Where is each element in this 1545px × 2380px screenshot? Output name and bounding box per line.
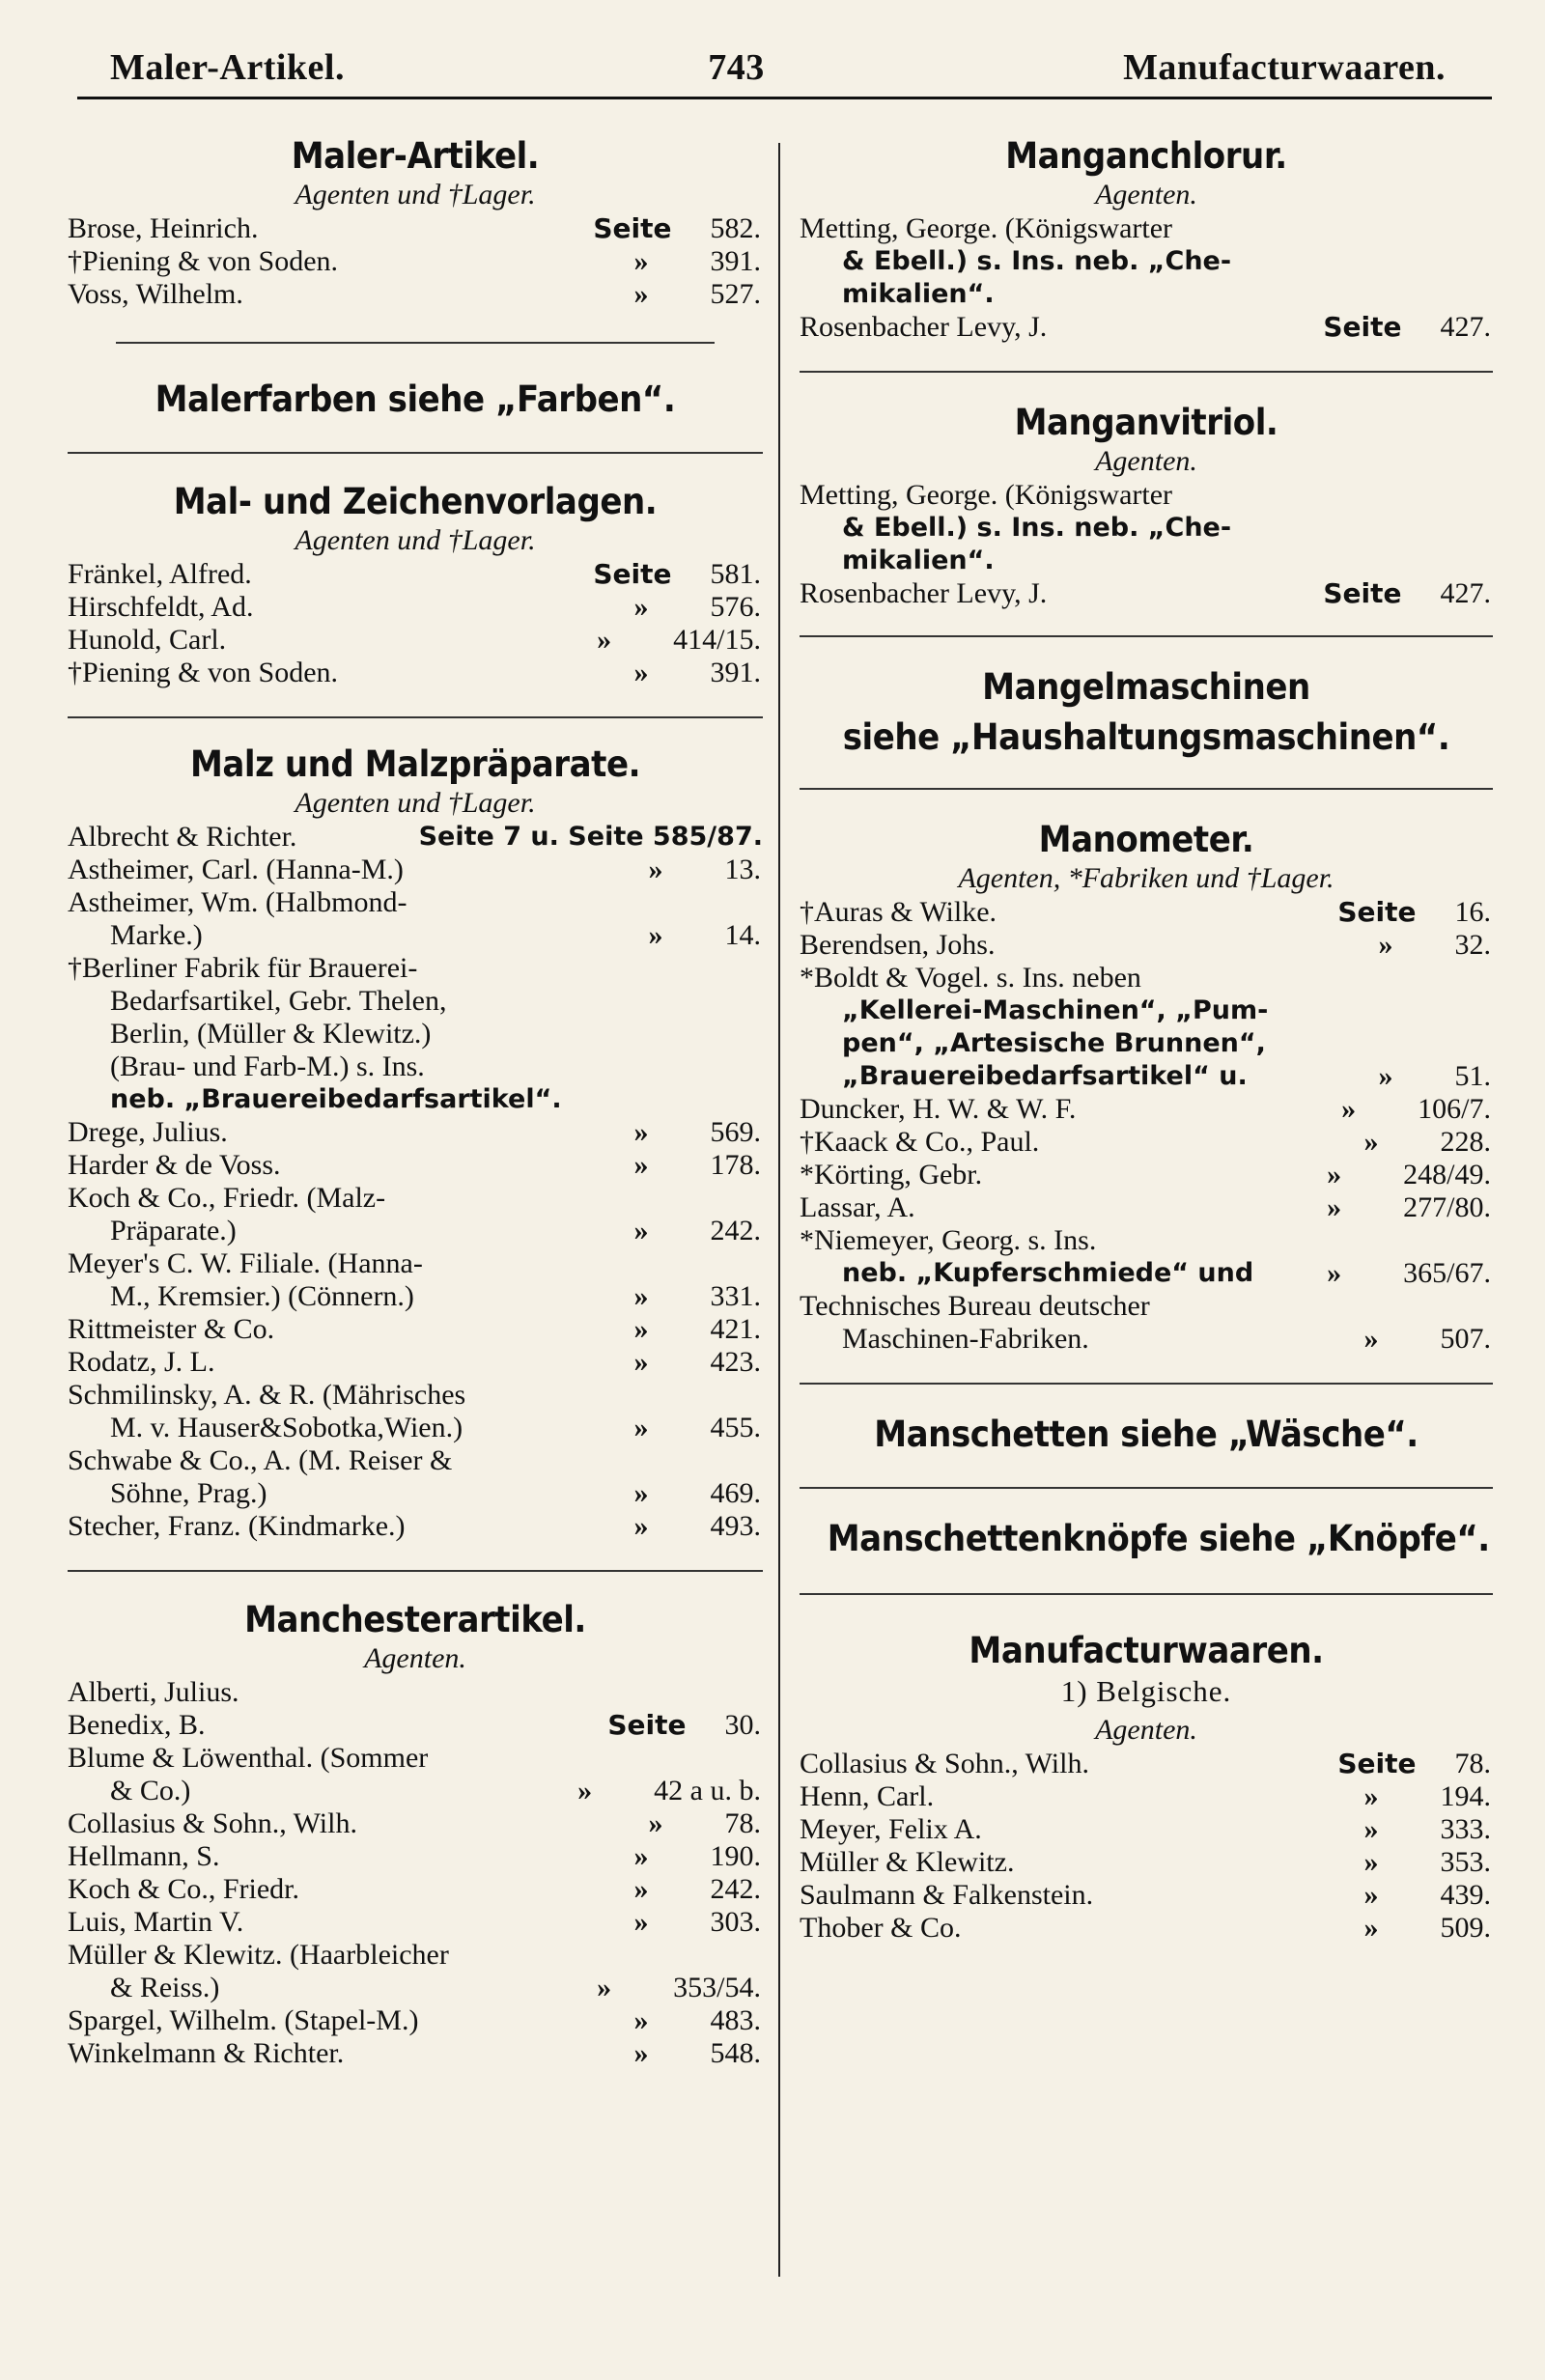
firm-name: Metting, George. (Königswarter — [800, 212, 1173, 244]
list-item — [68, 212, 763, 245]
section-title: Manganchlorur. — [1005, 135, 1287, 177]
firm-name: Collasius & Sohn., Wilh. — [800, 1748, 1089, 1779]
list-item — [68, 1906, 763, 1939]
ditto-mark: » — [648, 919, 663, 951]
section-title: Manschetten siehe „Wäsche“. — [874, 1414, 1419, 1455]
ditto-mark: » — [1341, 1093, 1357, 1125]
section-divider — [800, 1593, 1493, 1595]
page-ref: 14. — [724, 919, 761, 951]
section-subtitle: Agenten und †Lager. — [295, 179, 536, 210]
page-ref: 277/80. — [1403, 1191, 1491, 1223]
section-divider — [116, 342, 715, 344]
page-ref: 493. — [710, 1510, 761, 1542]
firm-name: Koch & Co., Friedr. (Malz- — [68, 1182, 386, 1214]
column-divider — [778, 143, 780, 2277]
section-divider — [800, 1487, 1493, 1489]
ditto-mark: » — [1363, 1780, 1379, 1812]
page-ref: 32. — [1454, 929, 1491, 961]
firm-name: Stecher, Franz. (Kindmarke.) — [68, 1510, 406, 1542]
insert-reference: „Brauereibedarfsartikel“ u. — [842, 1061, 1248, 1091]
list-item — [68, 1840, 763, 1873]
section-manschettenknoepfe — [800, 1518, 1493, 1560]
firm-name-cont: Marke.) — [110, 919, 203, 951]
list-item — [68, 1807, 763, 1840]
ditto-mark: » — [1327, 1159, 1342, 1190]
seite-label: Seite — [1323, 577, 1402, 609]
page-ref: 421. — [710, 1313, 761, 1345]
page-ref: 242. — [710, 1215, 761, 1246]
ditto-mark: » — [1327, 1191, 1342, 1223]
firm-name-cont: Maschinen-Fabriken. — [842, 1323, 1089, 1355]
firm-name: Collasius & Sohn., Wilh. — [68, 1807, 357, 1839]
insert-reference: pen“, „Artesische Brunnen“, — [842, 1028, 1266, 1058]
firm-name: Henn, Carl. — [800, 1780, 935, 1812]
firm-name: Benedix, B. — [68, 1709, 206, 1741]
list-item — [68, 1182, 763, 1247]
page-ref: 13. — [724, 854, 761, 885]
firm-name: Alberti, Julius. — [68, 1676, 239, 1708]
list-item — [800, 1912, 1493, 1945]
list-item — [800, 1748, 1493, 1780]
page-ref: 548. — [710, 2037, 761, 2069]
page-ref: 483. — [710, 2004, 761, 2036]
section-title: Manometer. — [1038, 819, 1254, 860]
page-ref: 581. — [710, 558, 761, 590]
ditto-mark: » — [633, 278, 649, 310]
ditto-mark: » — [597, 624, 612, 656]
seite-label: Seite — [593, 212, 672, 244]
section-subtitle: Agenten und †Lager. — [295, 524, 536, 556]
ditto-mark: » — [633, 1840, 649, 1872]
insert-reference: & Ebell.) s. Ins. neb. „Che- — [842, 513, 1232, 543]
page-ref: 427. — [1440, 577, 1491, 609]
page-ref: 569. — [710, 1116, 761, 1148]
section-manometer — [800, 819, 1493, 1356]
list-item — [68, 1247, 763, 1313]
firm-name: Hellmann, S. — [68, 1840, 220, 1872]
page-ref: 455. — [710, 1412, 761, 1443]
ditto-mark: » — [633, 1215, 649, 1246]
ditto-mark: » — [633, 1906, 649, 1938]
section-title: Maler-Artikel. — [291, 135, 540, 177]
page-ref: 423. — [710, 1346, 761, 1378]
page-ref: 242. — [710, 1873, 761, 1905]
section-manganvitriol — [800, 402, 1493, 610]
page-ref: 106/7. — [1418, 1093, 1491, 1125]
firm-name: †Piening & von Soden. — [68, 245, 339, 277]
firm-name: Müller & Klewitz. — [800, 1846, 1015, 1878]
seite-label: Seite — [1323, 311, 1402, 343]
section-manchesterartikel — [68, 1599, 763, 2070]
section-title: Mal- und Zeichenvorlagen. — [173, 481, 658, 522]
list-item — [800, 962, 1493, 1093]
ditto-mark: » — [1327, 1257, 1342, 1289]
firm-name: Harder & de Voss. — [68, 1149, 281, 1181]
ditto-mark: » — [633, 2004, 649, 2036]
firm-name: Blume & Löwenthal. (Sommer — [68, 1742, 429, 1774]
ditto-mark: » — [1378, 929, 1393, 961]
firm-name: Winkelmann & Richter. — [68, 2037, 345, 2069]
ditto-mark: » — [597, 1972, 612, 2003]
firm-name: Thober & Co. — [800, 1912, 962, 1944]
list-item — [68, 1444, 763, 1510]
list-item — [800, 479, 1493, 577]
section-divider — [68, 452, 763, 454]
insert-reference: neb. „Kupferschmiede“ und — [842, 1258, 1254, 1288]
list-item — [68, 1346, 763, 1379]
list-item — [68, 1510, 763, 1543]
seite-label: Seite — [1337, 1748, 1417, 1779]
header-left-keyword: Maler-Artikel. — [110, 47, 345, 88]
firm-name: Metting, George. (Königswarter — [800, 479, 1173, 511]
list-item — [68, 1873, 763, 1906]
firm-name: Luis, Martin V. — [68, 1906, 244, 1938]
subsection-label: 1) Belgische. — [1060, 1674, 1232, 1708]
insert-reference: „Kellerei-Maschinen“, „Pum- — [842, 995, 1269, 1025]
page-ref: 414/15. — [673, 624, 761, 656]
section-title: Mangelmaschinen — [982, 666, 1310, 708]
ditto-mark: » — [1363, 1846, 1379, 1878]
page-ref: 190. — [710, 1840, 761, 1872]
section-subtitle: Agenten. — [1095, 1714, 1197, 1746]
firm-name: Technisches Bureau deutscher — [800, 1290, 1150, 1322]
insert-reference: & Ebell.) s. Ins. neb. „Che- — [842, 246, 1232, 276]
ditto-mark: » — [1363, 1912, 1379, 1944]
firm-name: Hirschfeldt, Ad. — [68, 591, 254, 623]
list-item — [68, 1939, 763, 2004]
list-item — [68, 591, 763, 624]
ditto-mark: » — [1378, 1060, 1393, 1092]
page-ref: 42 a u. b. — [654, 1775, 761, 1806]
list-item — [800, 1780, 1493, 1813]
ditto-mark: » — [648, 854, 663, 885]
page-ref: 469. — [710, 1477, 761, 1509]
section-subtitle: Agenten. — [1095, 445, 1197, 477]
section-title-cont: siehe „Haushaltungsmaschinen“. — [842, 716, 1450, 758]
list-item — [800, 896, 1493, 929]
section-divider — [68, 716, 763, 718]
list-item — [800, 212, 1493, 311]
left-column — [68, 135, 763, 2070]
list-item — [68, 952, 763, 1116]
list-item — [68, 886, 763, 952]
running-header — [77, 42, 1492, 99]
firm-name-cont: (Brau- und Farb-M.) s. Ins. — [110, 1050, 425, 1082]
insert-reference: mikalien“. — [842, 279, 995, 309]
firm-name: Meyer's C. W. Filiale. (Hanna- — [68, 1247, 423, 1279]
firm-name: Astheimer, Carl. (Hanna-M.) — [68, 854, 404, 885]
ditto-mark: » — [633, 1280, 649, 1312]
header-right-keyword: Manufacturwaaren. — [1123, 47, 1446, 88]
ditto-mark: » — [1363, 1323, 1379, 1355]
list-item — [800, 1126, 1493, 1159]
page-ref: 331. — [710, 1280, 761, 1312]
list-item — [68, 821, 763, 854]
ditto-mark: » — [633, 245, 649, 277]
section-title: Manganvitriol. — [1014, 402, 1278, 443]
firm-name: Schmilinsky, A. & R. (Mährisches — [68, 1379, 466, 1411]
firm-name: Berendsen, Johs. — [800, 929, 996, 961]
firm-name: †Kaack & Co., Paul. — [800, 1126, 1040, 1158]
list-item — [68, 1379, 763, 1444]
ditto-mark: » — [633, 1477, 649, 1509]
firm-name: Astheimer, Wm. (Halbmond- — [68, 886, 407, 918]
seite-label: Seite — [607, 1709, 687, 1741]
insert-reference: neb. „Brauereibedarfsartikel“. — [110, 1084, 562, 1114]
section-title: Malerfarben siehe „Farben“. — [154, 378, 676, 420]
page-ref: 228. — [1440, 1126, 1491, 1158]
ditto-mark: » — [633, 1313, 649, 1345]
section-divider — [68, 1570, 763, 1572]
firm-name: Koch & Co., Friedr. — [68, 1873, 299, 1905]
list-item — [68, 1742, 763, 1807]
section-title: Manschettenknöpfe siehe „Knöpfe“. — [827, 1518, 1490, 1559]
page-ref: 353/54. — [673, 1972, 761, 2003]
firm-name: Hunold, Carl. — [68, 624, 227, 656]
section-divider — [800, 788, 1493, 790]
section-divider — [800, 371, 1493, 373]
page-ref: 576. — [710, 591, 761, 623]
firm-name: Albrecht & Richter. — [68, 821, 297, 853]
ditto-mark: » — [633, 591, 649, 623]
section-title: Malz und Malzpräparate. — [189, 743, 641, 785]
ditto-mark: » — [633, 1346, 649, 1378]
section-manganchlorur — [800, 135, 1493, 344]
firm-name: Meyer, Felix A. — [800, 1813, 982, 1845]
ditto-mark: » — [633, 1412, 649, 1443]
ditto-mark: » — [633, 1116, 649, 1148]
firm-name: Voss, Wilhelm. — [68, 278, 243, 310]
list-item — [68, 1709, 763, 1742]
page-ref: 527. — [710, 278, 761, 310]
page-ref: 178. — [710, 1149, 761, 1181]
section-mal-und-zeichenvorlagen — [68, 481, 763, 689]
firm-name: Lassar, A. — [800, 1191, 915, 1223]
list-item — [68, 1676, 763, 1709]
section-manschetten — [800, 1414, 1493, 1456]
seite-label: Seite — [1337, 896, 1417, 928]
list-item — [68, 854, 763, 886]
list-item — [800, 1879, 1493, 1912]
seite-label: Seite — [593, 558, 672, 590]
firm-name-cont: Bedarfsartikel, Gebr. Thelen, — [110, 985, 447, 1017]
firm-name-cont: Präparate.) — [110, 1215, 237, 1246]
list-item — [68, 2037, 763, 2070]
firm-name: Spargel, Wilhelm. (Stapel-M.) — [68, 2004, 419, 2036]
section-subtitle: Agenten. — [1095, 179, 1197, 210]
ditto-mark: » — [577, 1775, 593, 1806]
page-ref: Seite 7 u. Seite 585/87. — [418, 822, 763, 852]
page-ref: 30. — [724, 1709, 761, 1741]
list-item — [800, 577, 1493, 610]
page-ref: 582. — [710, 212, 761, 244]
page-ref: 333. — [1440, 1813, 1491, 1845]
firm-name: Schwabe & Co., A. (M. Reiser & — [68, 1444, 453, 1476]
firm-name: Rosenbacher Levy, J. — [800, 311, 1048, 343]
firm-name: *Boldt & Vogel. s. Ins. neben — [800, 962, 1141, 994]
list-item — [68, 1116, 763, 1149]
list-item — [800, 1224, 1493, 1290]
firm-name: Brose, Heinrich. — [68, 212, 259, 244]
firm-name: *Körting, Gebr. — [800, 1159, 983, 1190]
ditto-mark: » — [1363, 1126, 1379, 1158]
firm-name-cont: M. v. Hauser&Sobotka,Wien.) — [110, 1412, 464, 1443]
section-divider — [800, 635, 1493, 637]
section-subtitle: Agenten und †Lager. — [295, 787, 536, 819]
firm-name: Drege, Julius. — [68, 1116, 228, 1148]
section-subtitle: Agenten. — [364, 1642, 466, 1674]
list-item — [800, 311, 1493, 344]
list-item — [68, 2004, 763, 2037]
section-title: Manchesterartikel. — [244, 1599, 586, 1640]
ditto-mark: » — [633, 2037, 649, 2069]
firm-name: Rodatz, J. L. — [68, 1346, 215, 1378]
firm-name: †Piening & von Soden. — [68, 657, 339, 688]
ditto-mark: » — [633, 1149, 649, 1181]
section-mangelmaschinen — [800, 666, 1493, 759]
ditto-mark: » — [633, 657, 649, 688]
list-item — [68, 278, 763, 311]
page-ref: 303. — [710, 1906, 761, 1938]
section-subtitle: Agenten, *Fabriken und †Lager. — [958, 862, 1334, 894]
firm-name: *Niemeyer, Georg. s. Ins. — [800, 1224, 1097, 1256]
section-malerfarben — [68, 378, 763, 421]
list-item — [68, 1313, 763, 1346]
page-ref: 78. — [724, 1807, 761, 1839]
firm-name: Rittmeister & Co. — [68, 1313, 275, 1345]
page-ref: 248/49. — [1403, 1159, 1491, 1190]
list-item — [800, 1290, 1493, 1356]
section-manufacturwaaren — [800, 1630, 1493, 1945]
page-ref: 78. — [1454, 1748, 1491, 1779]
page-ref: 16. — [1454, 896, 1491, 928]
firm-name-cont: M., Kremsier.) (Cönnern.) — [110, 1280, 414, 1312]
right-column — [800, 135, 1493, 1945]
list-item — [800, 1093, 1493, 1126]
section-maler-artikel — [68, 135, 763, 311]
list-item — [68, 245, 763, 278]
list-item — [68, 1149, 763, 1182]
page-ref: 194. — [1440, 1780, 1491, 1812]
firm-name-cont: Berlin, (Müller & Klewitz.) — [110, 1018, 432, 1050]
list-item — [68, 657, 763, 689]
page-ref: 353. — [1440, 1846, 1491, 1878]
list-item — [800, 1813, 1493, 1846]
page-number: 743 — [708, 47, 765, 88]
page-ref: 391. — [710, 245, 761, 277]
page-ref: 51. — [1454, 1060, 1491, 1092]
firm-name-cont: Söhne, Prag.) — [110, 1477, 267, 1509]
insert-reference: mikalien“. — [842, 546, 995, 575]
firm-name: †Berliner Fabrik für Brauerei- — [68, 952, 418, 984]
page-ref: 439. — [1440, 1879, 1491, 1911]
ditto-mark: » — [1363, 1879, 1379, 1911]
section-malz — [68, 743, 763, 1543]
firm-name: Duncker, H. W. & W. F. — [800, 1093, 1077, 1125]
ditto-mark: » — [1363, 1813, 1379, 1845]
page-ref: 427. — [1440, 311, 1491, 343]
firm-name: †Auras & Wilke. — [800, 896, 997, 928]
page-ref: 365/67. — [1403, 1257, 1491, 1289]
firm-name: Saulmann & Falkenstein. — [800, 1879, 1094, 1911]
list-item — [68, 558, 763, 591]
firm-name: Müller & Klewitz. (Haarbleicher — [68, 1939, 449, 1971]
list-item — [68, 624, 763, 657]
firm-name: Fränkel, Alfred. — [68, 558, 252, 590]
firm-name-cont: & Reiss.) — [110, 1972, 220, 2003]
firm-name: Rosenbacher Levy, J. — [800, 577, 1048, 609]
section-divider — [800, 1383, 1493, 1385]
page-ref: 509. — [1440, 1912, 1491, 1944]
ditto-mark: » — [648, 1807, 663, 1839]
page-ref: 391. — [710, 657, 761, 688]
firm-name-cont: & Co.) — [110, 1775, 191, 1806]
page-ref: 507. — [1440, 1323, 1491, 1355]
ditto-mark: » — [633, 1873, 649, 1905]
list-item — [800, 1846, 1493, 1879]
section-title: Manufacturwaaren. — [969, 1630, 1324, 1671]
list-item — [800, 1159, 1493, 1191]
ditto-mark: » — [633, 1510, 649, 1542]
list-item — [800, 929, 1493, 962]
list-item — [800, 1191, 1493, 1224]
